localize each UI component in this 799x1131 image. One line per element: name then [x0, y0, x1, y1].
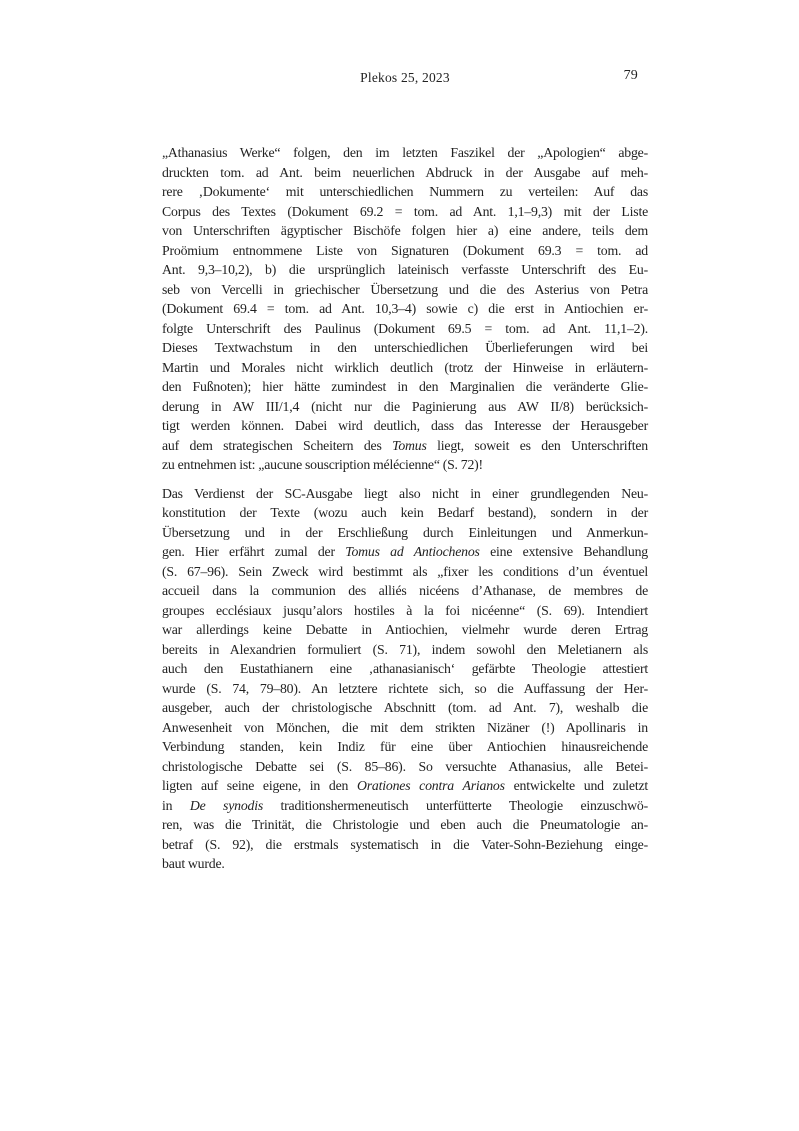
text-run: derung in AW III/1,4 (nicht nur die Paginierung aus AW II/8) berücksich- [162, 398, 648, 414]
text-run: „Athanasius Werke“ folgen, den im letzten Faszikel der „Apologien“ abge- [162, 145, 648, 160]
text-run: traditionshermeneutisch unterfütterte Theologie einzuschwö- [263, 797, 648, 813]
text-line [162, 757, 648, 777]
text-line [162, 143, 648, 163]
text-run: konstitution der Texte (wozu auch kein Bedarf bestand), sondern in der [162, 505, 648, 520]
text-run: Proömium entnommene Liste von Signaturen (Dokument 69.3 = tom. ad [162, 242, 648, 258]
text-run: in [162, 797, 190, 813]
text-run: seb von Vercelli in griechischer Übersetzung und die des Asterius von Petra [162, 281, 648, 297]
italic-work-title: Tomus ad Antiochenos [345, 544, 480, 559]
text-line [162, 416, 648, 436]
text-line [162, 260, 648, 280]
text-run: druckten tom. ad Ant. beim neuerlichen Abdruck in der Ausgabe auf meh- [162, 164, 648, 180]
text-run: Verbindung standen, kein Indiz für eine über Antiochien hinausreichende [162, 739, 648, 754]
text-line [162, 280, 648, 300]
text-line [162, 620, 648, 640]
text-run: auf dem strategischen Scheitern des [162, 437, 393, 453]
text-run: entwickelte und zuletzt [504, 778, 649, 793]
text-run: Corpus des Textes (Dokument 69.2 = tom. ad Ant. 1,1–9,3) mit der Liste [162, 203, 648, 219]
page-number: 79 [623, 68, 638, 83]
text-run: betraf (S. 92), die erstmals systematisch in die Vater-Sohn-Beziehung einge- [162, 836, 648, 852]
text-line [162, 319, 648, 339]
text-line [162, 659, 648, 679]
text-line [162, 718, 648, 738]
text-line [162, 377, 648, 397]
text-line [162, 455, 648, 475]
text-run: tigt werden können. Dabei wird deutlich, dass das Interesse der Herausgeber [162, 418, 648, 433]
text-run: rere ‚Dokumente‘ mit unterschiedlichen Nummern zu verteilen: Auf das [162, 184, 648, 199]
text-run: war allerdings keine Debatte in Antiochien, vielmehr wurde deren Ertrag [162, 622, 648, 637]
text-run: ausgeber, auch der christologische Abschnitt (tom. ad Ant. 7), weshalb die [162, 700, 648, 715]
text-line [162, 523, 648, 543]
paragraph [162, 143, 648, 475]
text-run: ren, was die Trinität, die Christologie und eben auch die Pneumatologie an- [162, 817, 648, 832]
text-line [162, 503, 648, 523]
text-run: bereits in Alexandrien formuliert (S. 71), indem sowohl den Meletianern als [162, 641, 648, 657]
italic-work-title: Orationes contra Arianos [356, 778, 505, 793]
text-run: eine extensive Behandlung [479, 544, 649, 559]
text-line [162, 484, 648, 504]
text-run: ligten auf seine eigene, in den [162, 778, 357, 793]
text-line [162, 835, 648, 855]
text-line [162, 221, 648, 241]
text-line [162, 241, 648, 261]
text-line [162, 202, 648, 222]
italic-work-title: De synodis [189, 797, 264, 813]
text-run: wurde (S. 74, 79–80). An letztere richtete sich, so die Auffassung der Her- [162, 680, 648, 696]
text-line [162, 562, 648, 582]
page-header [162, 70, 648, 90]
text-line [162, 358, 648, 378]
text-run: Martin und Morales nicht wirklich deutlich (trotz der Hinweise in erläutern- [162, 359, 648, 375]
text-line [162, 815, 648, 835]
text-line [162, 737, 648, 757]
text-line [162, 182, 648, 202]
text-run: liegt, soweit es den Unterschriften [426, 437, 648, 453]
text-run: accueil dans la communion des alliés nicéens d’Athanase, de membres de [162, 583, 648, 598]
text-line [162, 679, 648, 699]
text-run: (Dokument 69.4 = tom. ad Ant. 10,3–4) sowie c) die erst in Antiochien er- [162, 301, 648, 316]
text-run: (S. 67–96). Sein Zweck wird bestimmt als „fixer les conditions d’un éventuel [162, 563, 648, 579]
text-run: auch den Eustathianern eine ‚athanasianisch‘ gefärbte Theologie attestiert [162, 661, 648, 676]
text-line [162, 776, 648, 796]
text-line [162, 163, 648, 183]
text-run: Das Verdienst der SC-Ausgabe liegt also nicht in einer grundlegenden Neu- [162, 485, 648, 501]
journal-title: Plekos 25, 2023 [360, 70, 450, 85]
text-line [162, 338, 648, 358]
text-run: den Fußnoten); hier hätte zumindest in den Marginalien die veränderte Glie- [162, 379, 648, 394]
review-text [162, 143, 648, 874]
text-line [162, 698, 648, 718]
text-line [162, 601, 648, 621]
text-run: groupes ecclésiaux jusqu’alors hostiles à la foi nicéenne“ (S. 69). Intendiert [162, 602, 648, 618]
text-run: baut wurde. [162, 856, 225, 871]
text-run: von Unterschriften ägyptischer Bischöfe folgen hier a) eine andere, teils dem [162, 223, 648, 238]
text-line [162, 581, 648, 601]
text-line [162, 299, 648, 319]
text-line [162, 542, 648, 562]
text-line [162, 796, 648, 816]
paragraph [162, 484, 648, 874]
text-run: christologische Debatte sei (S. 85–86). So versuchte Athanasius, alle Betei- [162, 758, 648, 774]
text-run: Dieses Textwachstum in den unterschiedlichen Überlieferungen wird bei [162, 340, 648, 355]
text-run: zu entnehmen ist: „aucune souscription mélécienne“ (S. 72)! [162, 457, 483, 472]
text-line [162, 436, 648, 456]
italic-work-title: Tomus [392, 437, 427, 453]
text-run: Anwesenheit von Mönchen, die mit dem strikten Nizäner (!) Apollinaris in [162, 719, 648, 735]
text-line [162, 854, 648, 874]
text-run: Übersetzung und in der Erschließung durch Einleitungen und Anmerkun- [162, 524, 648, 540]
text-line [162, 640, 648, 660]
text-run: folgte Unterschrift des Paulinus (Dokument 69.5 = tom. ad Ant. 11,1–2). [162, 320, 648, 336]
text-run: gen. Hier erfährt zumal der [162, 544, 346, 559]
text-run: Ant. 9,3–10,2), b) die ursprünglich lateinisch verfasste Unterschrift des Eu- [162, 262, 648, 277]
text-line [162, 397, 648, 417]
